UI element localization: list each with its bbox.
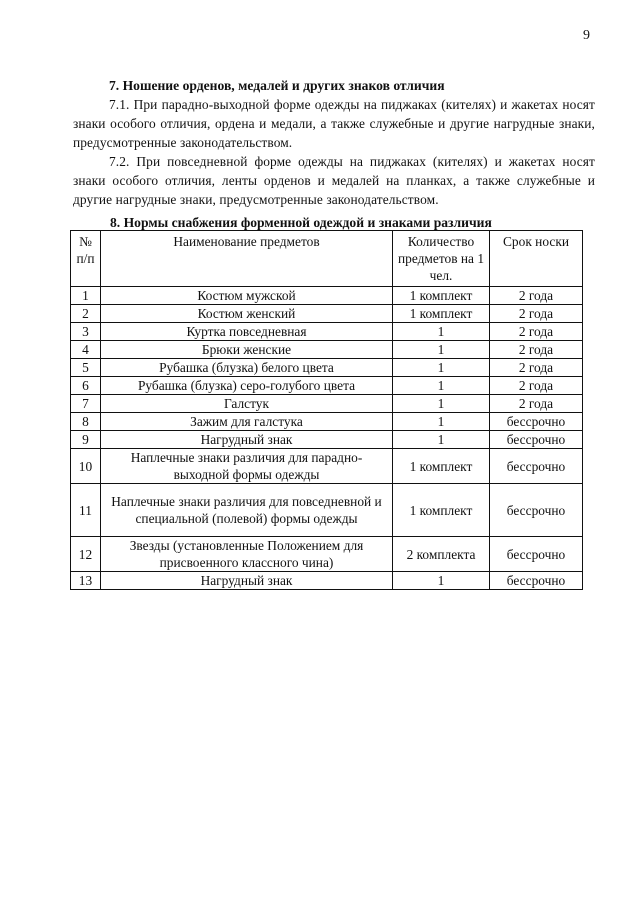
cell-name: Брюки женские [101, 341, 393, 359]
cell-qty: 1 [393, 341, 490, 359]
cell-name: Рубашка (блузка) серо-голубого цвета [101, 377, 393, 395]
table-row [71, 537, 583, 572]
table-body [71, 287, 583, 590]
cell-num: 7 [71, 395, 101, 413]
cell-name: Костюм женский [101, 305, 393, 323]
header-name: Наименование предметов [101, 231, 393, 287]
cell-num: 9 [71, 431, 101, 449]
table-header-row [71, 231, 583, 287]
cell-qty: 1 комплект [393, 287, 490, 305]
cell-qty: 1 [393, 395, 490, 413]
section-8-heading: 8. Нормы снабжения форменной одеждой и знаками различия [110, 215, 492, 230]
cell-name: Зажим для галстука [101, 413, 393, 431]
section-7-heading: 7. Ношение орденов, медалей и других знаков отличия [109, 78, 445, 93]
table-row [71, 395, 583, 413]
table-row [71, 449, 583, 484]
cell-qty: 1 [393, 572, 490, 590]
cell-term: 2 года [490, 377, 583, 395]
table-row [71, 359, 583, 377]
cell-num: 2 [71, 305, 101, 323]
cell-name: Нагрудный знак [101, 431, 393, 449]
cell-num: 8 [71, 413, 101, 431]
cell-num: 5 [71, 359, 101, 377]
cell-qty: 1 комплект [393, 449, 490, 484]
paragraph-7-1: 7.1. При парадно-выходной форме одежды на пиджаках (кителях) и жакетах носят знаки особого отличия, ордена и медали, а также служебные и другие нагрудные знаки, предусмотренные законодательством. [73, 97, 595, 150]
table-row [71, 413, 583, 431]
cell-num: 11 [71, 484, 101, 537]
cell-qty: 2 комплекта [393, 537, 490, 572]
cell-num: 3 [71, 323, 101, 341]
cell-term: бессрочно [490, 537, 583, 572]
cell-name: Рубашка (блузка) белого цвета [101, 359, 393, 377]
cell-name: Костюм мужской [101, 287, 393, 305]
cell-qty: 1 [393, 323, 490, 341]
paragraph-7-2: 7.2. При повседневной форме одежды на пиджаках (кителях) и жакетах носят знаки особого отличия, ленты орденов и медалей на планках, а также служебные и другие нагрудные знаки, предусмотренные законодательством. [73, 154, 595, 207]
cell-term: бессрочно [490, 413, 583, 431]
cell-term: 2 года [490, 305, 583, 323]
cell-num: 10 [71, 449, 101, 484]
cell-qty: 1 [393, 377, 490, 395]
page-number: 9 [583, 28, 590, 43]
cell-num: 13 [71, 572, 101, 590]
cell-num: 4 [71, 341, 101, 359]
cell-qty: 1 комплект [393, 305, 490, 323]
cell-term: бессрочно [490, 484, 583, 537]
cell-term: 2 года [490, 287, 583, 305]
header-num: № п/п [71, 231, 101, 287]
cell-num: 6 [71, 377, 101, 395]
table-row [71, 323, 583, 341]
cell-qty: 1 [393, 359, 490, 377]
cell-num: 12 [71, 537, 101, 572]
table-row [71, 377, 583, 395]
table-row [71, 341, 583, 359]
cell-name: Наплечные знаки различия для парадно-выходной формы одежды [101, 449, 393, 484]
cell-name: Куртка повседневная [101, 323, 393, 341]
cell-name: Наплечные знаки различия для повседневной и специальной (полевой) формы одежды [101, 484, 393, 537]
table-row [71, 305, 583, 323]
cell-term: 2 года [490, 395, 583, 413]
cell-term: 2 года [490, 323, 583, 341]
header-term: Срок носки [490, 231, 583, 287]
table-row [71, 572, 583, 590]
header-qty: Количество предметов на 1 чел. [393, 231, 490, 287]
cell-qty: 1 [393, 431, 490, 449]
section-7 [73, 76, 595, 209]
cell-qty: 1 [393, 413, 490, 431]
cell-name: Галстук [101, 395, 393, 413]
cell-term: бессрочно [490, 449, 583, 484]
cell-num: 1 [71, 287, 101, 305]
cell-term: бессрочно [490, 431, 583, 449]
cell-name: Звезды (установленные Положением для присвоенного классного чина) [101, 537, 393, 572]
table-row [71, 287, 583, 305]
cell-term: 2 года [490, 359, 583, 377]
table-row [71, 484, 583, 537]
table-row [71, 431, 583, 449]
norms-table [70, 230, 583, 590]
cell-term: бессрочно [490, 572, 583, 590]
cell-name: Нагрудный знак [101, 572, 393, 590]
cell-term: 2 года [490, 341, 583, 359]
cell-qty: 1 комплект [393, 484, 490, 537]
